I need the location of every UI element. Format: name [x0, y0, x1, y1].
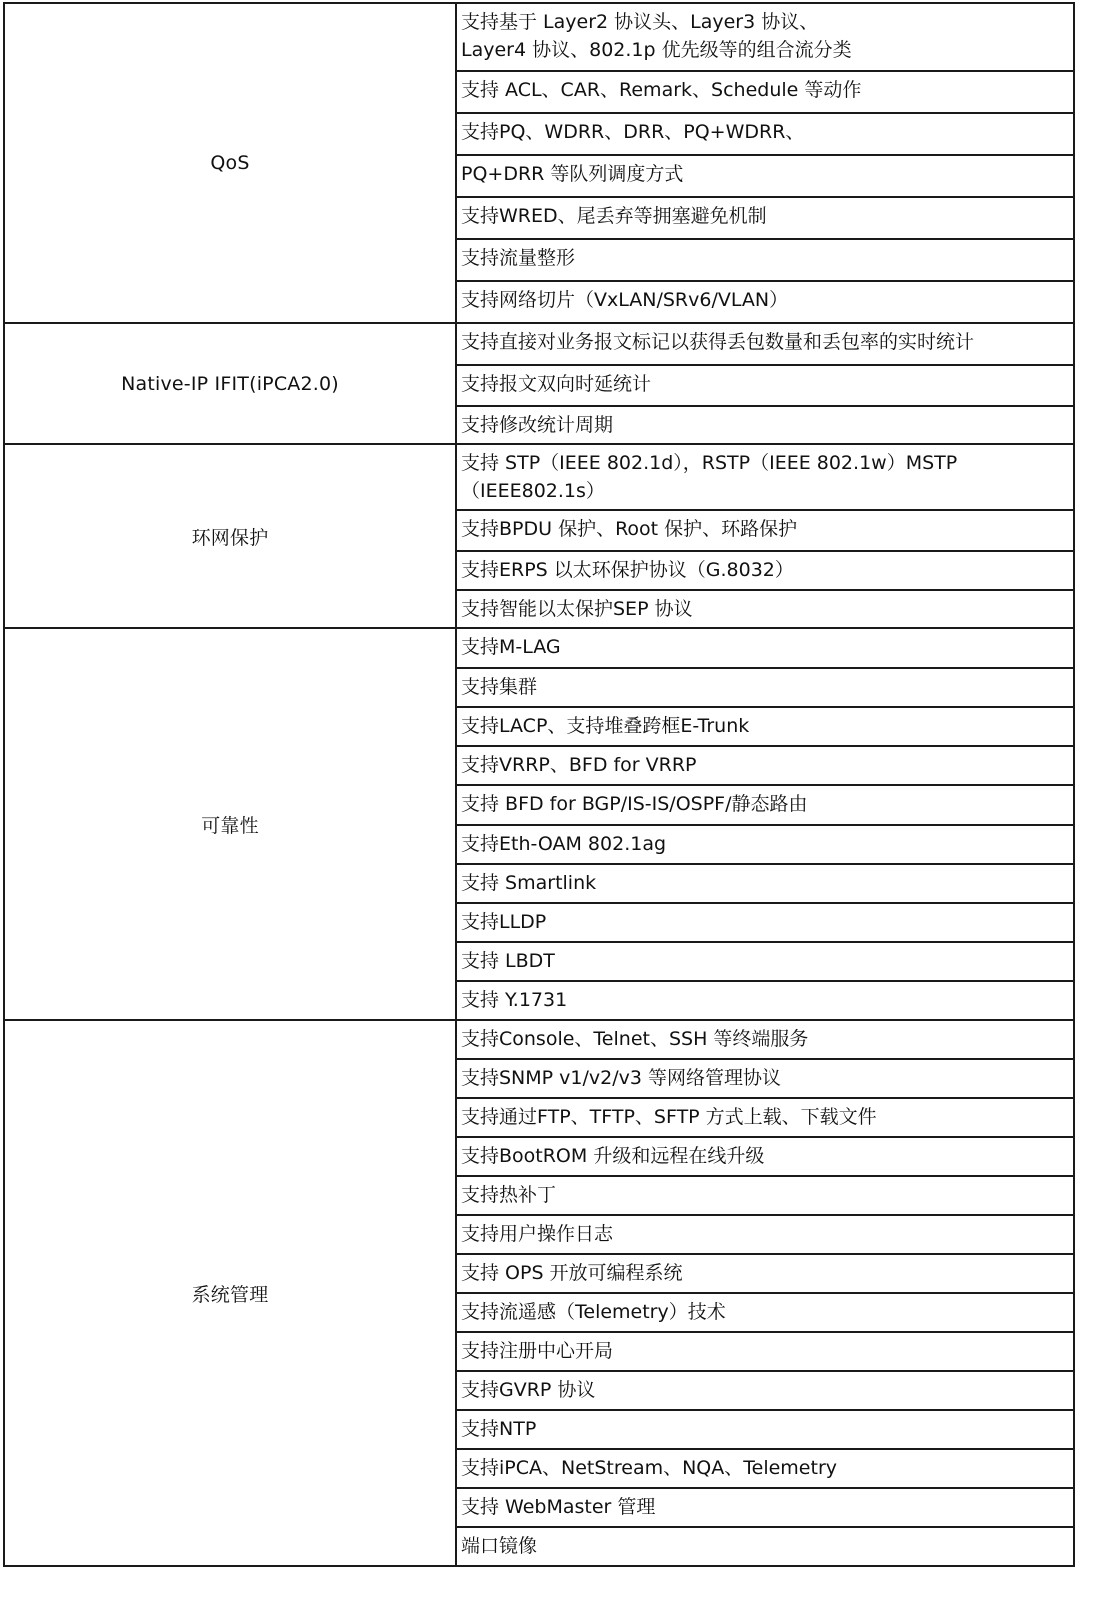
feature-cell: 支持Console、Telnet、SSH 等终端服务 — [456, 1020, 1074, 1059]
feature-cell: 支持 WebMaster 管理 — [456, 1488, 1074, 1527]
feature-cell: 支持Eth-OAM 802.1ag — [456, 825, 1074, 864]
feature-cell: 支持基于 Layer2 协议头、Layer3 协议、 Layer4 协议、802.1p 优先级等的组合流分类 — [456, 3, 1074, 71]
category-cell: 环网保护 — [4, 444, 456, 628]
feature-cell: 支持直接对业务报文标记以获得丢包数量和丢包率的实时统计 — [456, 323, 1074, 365]
feature-cell: 支持PQ、WDRR、DRR、PQ+WDRR、 — [456, 113, 1074, 155]
feature-cell: 支持通过FTP、TFTP、SFTP 方式上载、下载文件 — [456, 1098, 1074, 1137]
feature-cell: 支持 Smartlink — [456, 864, 1074, 903]
feature-cell: 支持LACP、支持堆叠跨框E-Trunk — [456, 707, 1074, 746]
feature-cell: 支持流遥感（Telemetry）技术 — [456, 1293, 1074, 1332]
feature-cell: 支持 STP（IEEE 802.1d），RSTP（IEEE 802.1w）MSTP （IEEE802.1s） — [456, 444, 1074, 510]
category-cell: 系统管理 — [4, 1020, 456, 1566]
feature-cell: 支持GVRP 协议 — [456, 1371, 1074, 1410]
table-row — [4, 323, 1074, 365]
feature-cell: 支持iPCA、NetStream、NQA、Telemetry — [456, 1449, 1074, 1488]
feature-cell: 支持M-LAG — [456, 628, 1074, 668]
feature-cell: 支持BootROM 升级和远程在线升级 — [456, 1137, 1074, 1176]
feature-cell: 支持网络切片（VxLAN/SRv6/VLAN） — [456, 281, 1074, 323]
feature-cell: 支持热补丁 — [456, 1176, 1074, 1215]
table-row — [4, 1020, 1074, 1059]
feature-cell: 支持 BFD for BGP/IS-IS/OSPF/静态路由 — [456, 785, 1074, 825]
feature-cell: 支持ERPS 以太环保护协议（G.8032） — [456, 551, 1074, 590]
feature-cell: 支持注册中心开局 — [456, 1332, 1074, 1371]
feature-cell: 支持集群 — [456, 668, 1074, 707]
feature-cell: 支持报文双向时延统计 — [456, 365, 1074, 406]
feature-cell: 支持WRED、尾丢弃等拥塞避免机制 — [456, 197, 1074, 239]
category-cell: Native-IP IFIT(iPCA2.0) — [4, 323, 456, 444]
feature-cell: 支持 OPS 开放可编程系统 — [456, 1254, 1074, 1293]
feature-cell: 支持 LBDT — [456, 942, 1074, 981]
table-row — [4, 3, 1074, 71]
feature-cell: 支持BPDU 保护、Root 保护、环路保护 — [456, 510, 1074, 551]
spec-table-body — [4, 3, 1074, 1566]
feature-cell: 支持 ACL、CAR、Remark、Schedule 等动作 — [456, 71, 1074, 113]
category-cell: 可靠性 — [4, 628, 456, 1020]
feature-cell: 支持NTP — [456, 1410, 1074, 1449]
feature-cell: 支持智能以太保护SEP 协议 — [456, 590, 1074, 628]
feature-cell: 支持流量整形 — [456, 239, 1074, 281]
category-cell: QoS — [4, 3, 456, 323]
feature-cell: 支持LLDP — [456, 903, 1074, 942]
feature-cell: 支持修改统计周期 — [456, 406, 1074, 444]
feature-cell: 支持SNMP v1/v2/v3 等网络管理协议 — [456, 1059, 1074, 1098]
feature-cell: 支持 Y.1731 — [456, 981, 1074, 1020]
feature-cell: 支持VRRP、BFD for VRRP — [456, 746, 1074, 785]
feature-cell: 端口镜像 — [456, 1527, 1074, 1566]
table-row — [4, 444, 1074, 510]
feature-cell: 支持用户操作日志 — [456, 1215, 1074, 1254]
table-row — [4, 628, 1074, 668]
feature-cell: PQ+DRR 等队列调度方式 — [456, 155, 1074, 197]
spec-table — [3, 2, 1075, 1567]
